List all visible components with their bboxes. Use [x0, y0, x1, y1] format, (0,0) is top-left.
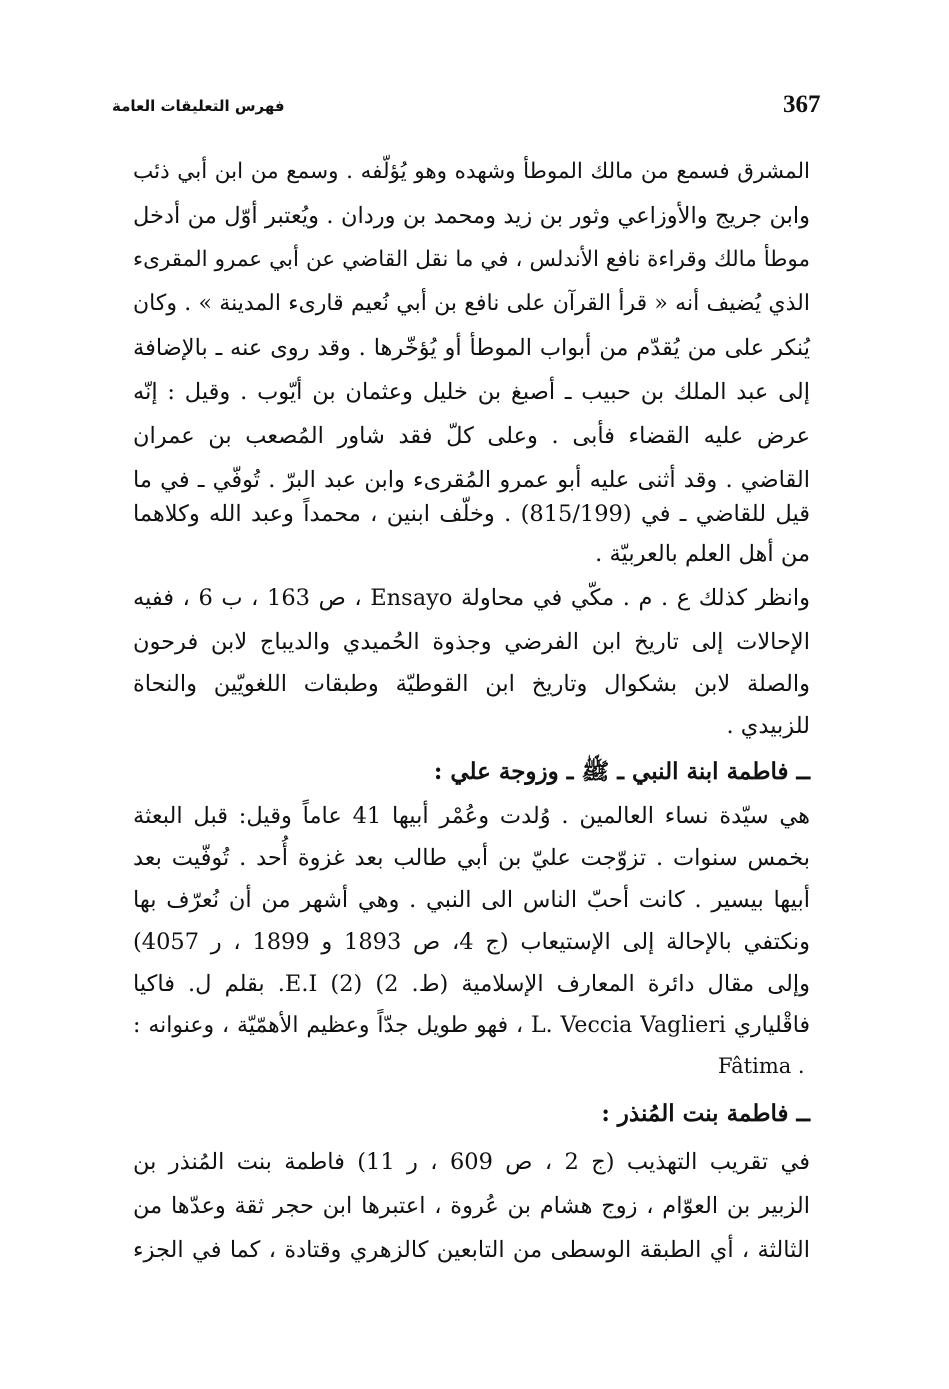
entry-line: وإلى مقال دائرة المعارف الإسلامية (ط. 2) (2) E.I. بقلم ل. فاكيا	[133, 971, 810, 997]
entry-line: في تقريب التهذيب (ج 2 ، ص 609 ، ر 11) فاطمة بنت المُنذر بن	[133, 1149, 811, 1175]
entry-line: فاقْلياري L. Veccia Vaglieri ، فهو طويل جدّاً وعظيم الأهمّيّة ، وعنوانه :	[133, 1013, 810, 1038]
entry-heading: ــ فاطمة بنت المُنذر :	[601, 1100, 810, 1127]
paragraph-line: إلى عبد الملك بن حبيب ـ أصبغ بن خليل وعثمان بن أيّوب . وقيل : إنّه	[133, 379, 810, 405]
paragraph-line: الذي يُضيف أنه « قرأ القرآن على نافع بن أبي نُعيم قارىء المدينة » . وكان	[133, 291, 810, 316]
paragraph-line: قيل للقاضي ـ في (815/199) . وخلّف ابنين ، محمداً وعبد الله وكلاهما	[133, 501, 810, 527]
running-title: فهرس التعليقات العامة	[112, 97, 285, 115]
entry-line: أبيها بيسير . كانت أحبّ الناس الى النبي . وهي أشهر من أن نُعرّف بها	[133, 887, 810, 913]
paragraph-line: وابن جريج والأوزاعي وثور بن زيد ومحمد بن وردان . ويُعتبر أوّل من أدخل	[133, 203, 810, 229]
paragraph-line: للزبيدي .	[726, 713, 810, 739]
entry-line: ونكتفي بالإحالة إلى الإستيعاب (ج 4، ص 1893 و 1899 ، ر 4057)	[133, 929, 810, 955]
entry-heading: ــ فاطمة ابنة النبي ـ ﷺ ـ وزوجة علي :	[433, 758, 810, 785]
paragraph-line: يُنكر على من يُقدّم من أبواب الموطأ أو يُؤخّرها . وقد روى عنه ـ بالإضافة	[133, 335, 810, 361]
entry-line: الزبير بن العوّام ، زوج هشام بن عُروة ، اعتبرها ابن حجر ثقة وعدّها من	[133, 1193, 810, 1219]
entry-line-tail: Fâtima .	[718, 1054, 805, 1078]
entry-line: هي سيّدة نساء العالمين . وُلدت وعُمْر أبيها 41 عاماً وقيل: قبل البعثة	[133, 803, 810, 829]
entry-line: بخمس سنوات . تزوّجت عليّ بن أبي طالب بعد غزوة أُحد . تُوفّيت بعد	[133, 845, 810, 871]
paragraph-line: موطأ مالك وقراءة نافع الأندلس ، في ما نقل القاضي عن أبي عمرو المقرىء	[133, 247, 810, 272]
paragraph-line: القاضي . وقد أثنى عليه أبو عمرو المُقرىء وابن عبد البرّ . تُوفّي ـ في ما	[133, 467, 810, 493]
paragraph-line: والصلة لابن بشكوال وتاريخ ابن القوطيّة وطبقات اللغويّين والنحاة	[133, 671, 810, 697]
paragraph-line: الإحالات إلى تاريخ ابن الفرضي وجذوة الحُميدي والديباج لابن فرحون	[133, 629, 810, 655]
page-number: 367	[783, 91, 821, 118]
entry-line: الثالثة ، أي الطبقة الوسطى من التابعين كالزهري وقتادة ، كما في الجزء	[133, 1237, 810, 1263]
paragraph-line: عرض عليه القضاء فأبى . وعلى كلّ فقد شاور المُصعب بن عمران	[133, 423, 810, 449]
paragraph-line: وانظر كذلك ع . م . مكّي في محاولة Ensayo ، ص 163 ، ب 6 ، ففيه	[133, 585, 810, 611]
paragraph-line: المشرق فسمع من مالك الموطأ وشهده وهو يُؤلّفه . وسمع من ابن أبي ذئب	[133, 159, 810, 184]
paragraph-line: من أهل العلم بالعربيّة .	[595, 541, 810, 567]
